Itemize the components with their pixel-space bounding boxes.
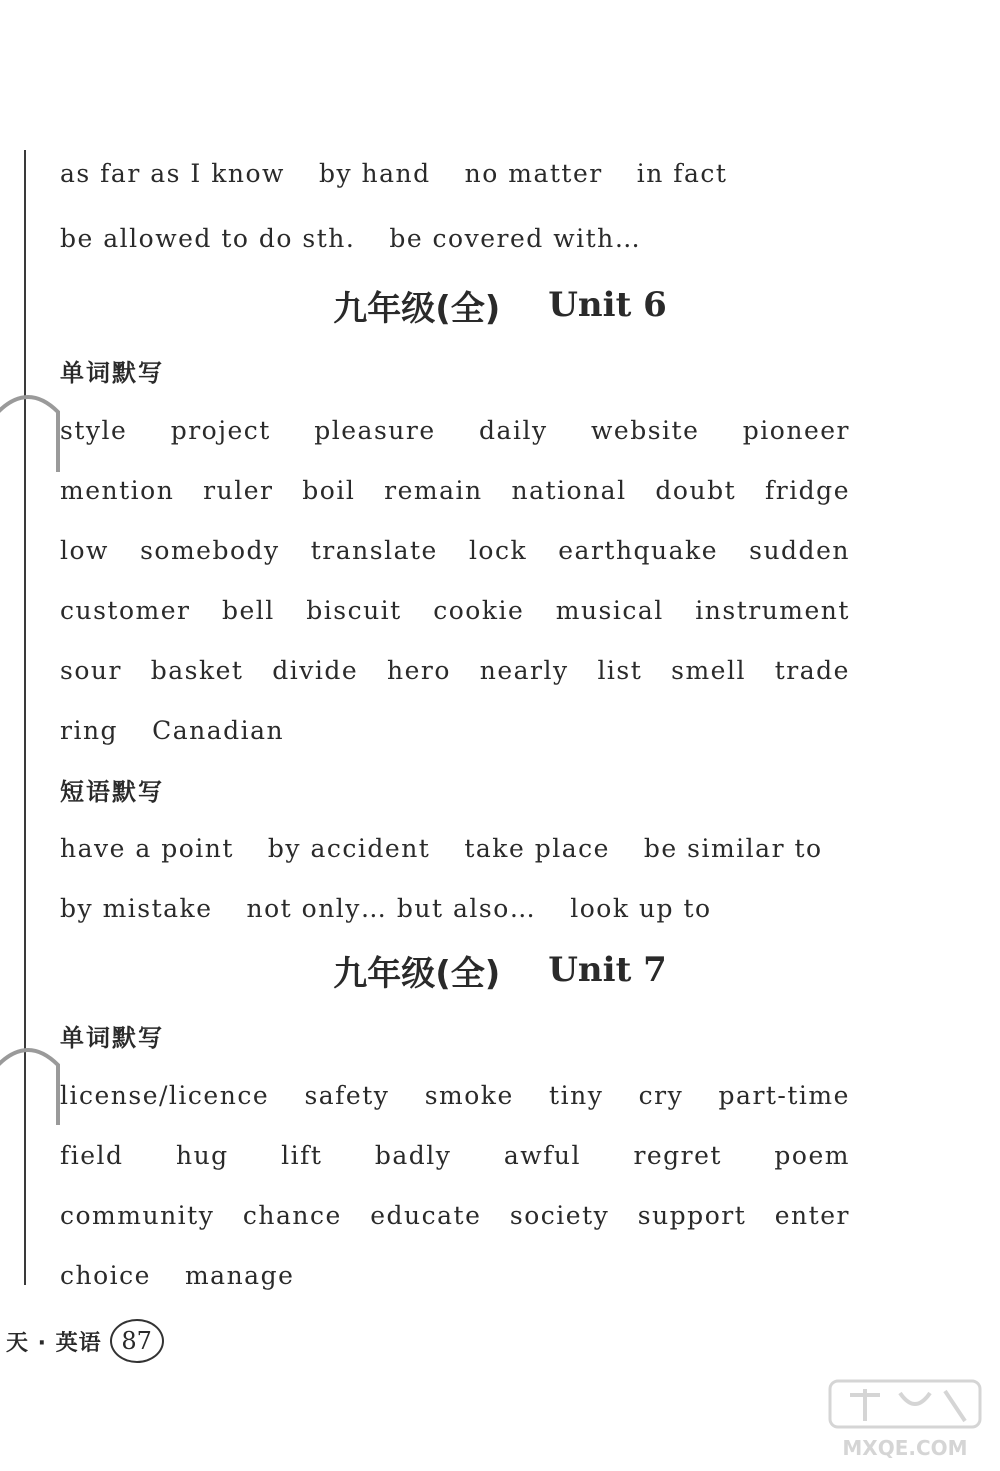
word: biscuit — [306, 595, 402, 625]
word: doubt — [655, 475, 737, 505]
word: cookie — [433, 595, 525, 625]
phrase: by hand — [318, 158, 431, 188]
word: project — [170, 415, 271, 445]
word: support — [637, 1200, 747, 1230]
grade-label: 九年级(全) — [333, 288, 501, 329]
words-section-label: 单词默写 — [60, 1023, 164, 1052]
phrase-line — [60, 828, 850, 868]
word: style — [60, 415, 128, 445]
word: somebody — [140, 535, 280, 565]
word: instrument — [695, 595, 850, 625]
word: boil — [302, 475, 356, 505]
word: safety — [304, 1080, 390, 1110]
word: website — [591, 415, 700, 445]
word: nearly — [479, 655, 569, 685]
word: smell — [671, 655, 746, 685]
word: license/licence — [60, 1080, 270, 1110]
word-row — [60, 650, 850, 690]
word-row — [60, 470, 850, 510]
word: Canadian — [152, 715, 285, 745]
word: tiny — [549, 1080, 604, 1110]
page-footer — [0, 1318, 164, 1364]
phrase: by accident — [267, 833, 431, 863]
word: badly — [374, 1140, 452, 1170]
word: chance — [242, 1200, 342, 1230]
word: ring — [60, 715, 119, 745]
word: translate — [310, 535, 438, 565]
word: lock — [468, 535, 528, 565]
phrase: be covered with… — [389, 223, 642, 253]
word: sudden — [749, 535, 850, 565]
watermark-logo — [820, 1375, 990, 1465]
word: manage — [184, 1260, 295, 1290]
word-row — [60, 710, 850, 750]
unit-label: Unit 7 — [548, 950, 667, 990]
word: poem — [774, 1140, 850, 1170]
word: pioneer — [742, 415, 850, 445]
word: choice — [60, 1260, 151, 1290]
word: bell — [221, 595, 275, 625]
word-row — [60, 530, 850, 570]
word: basket — [150, 655, 244, 685]
word: cry — [638, 1080, 684, 1110]
word: trade — [774, 655, 850, 685]
word: enter — [774, 1200, 850, 1230]
phrase-line — [60, 888, 850, 928]
word-row — [60, 1255, 850, 1295]
word: divide — [272, 655, 359, 685]
word-row — [60, 1195, 850, 1235]
word: mention — [60, 475, 175, 505]
words-section-label: 单词默写 — [60, 358, 164, 387]
word: hero — [387, 655, 451, 685]
watermark-text: MXQE.COM — [842, 1436, 968, 1460]
phrase: take place — [464, 833, 610, 863]
phrase: no matter — [464, 158, 603, 188]
phrase: be similar to — [643, 833, 823, 863]
word: ruler — [203, 475, 274, 505]
word: awful — [503, 1140, 581, 1170]
word: daily — [479, 415, 548, 445]
word: national — [511, 475, 627, 505]
word: part-time — [718, 1080, 850, 1110]
unit-heading — [0, 945, 1000, 995]
word-row — [60, 1135, 850, 1175]
word: society — [509, 1200, 610, 1230]
word: low — [60, 535, 109, 565]
word-row — [60, 590, 850, 630]
grade-label: 九年级(全) — [333, 953, 501, 994]
word: community — [60, 1200, 215, 1230]
word: fridge — [764, 475, 850, 505]
phrase: in fact — [636, 158, 728, 188]
phrase: as far as I know — [60, 158, 285, 188]
word: lift — [281, 1140, 323, 1170]
book-subject-label: 天 · 英语 — [6, 1330, 102, 1356]
word-row — [60, 410, 850, 450]
word: pleasure — [314, 415, 436, 445]
phrases-section-label: 短语默写 — [60, 777, 164, 806]
word: educate — [370, 1200, 482, 1230]
phrase-line — [60, 218, 850, 258]
word: earthquake — [558, 535, 719, 565]
phrase: be allowed to do sth. — [60, 223, 356, 253]
page-number-badge: 87 — [110, 1319, 164, 1363]
word: customer — [60, 595, 191, 625]
unit-label: Unit 6 — [548, 285, 667, 325]
phrase: look up to — [570, 893, 712, 923]
word: regret — [633, 1140, 722, 1170]
phrase: not only… but also… — [246, 893, 537, 923]
word: smoke — [424, 1080, 514, 1110]
word: remain — [384, 475, 483, 505]
word-row — [60, 1075, 850, 1115]
word: musical — [555, 595, 664, 625]
phrase-line — [60, 153, 850, 193]
phrase: by mistake — [60, 893, 213, 923]
unit-heading — [0, 280, 1000, 330]
phrase: have a point — [60, 833, 234, 863]
word: list — [597, 655, 643, 685]
word: sour — [60, 655, 122, 685]
word: field — [60, 1140, 124, 1170]
word: hug — [175, 1140, 229, 1170]
